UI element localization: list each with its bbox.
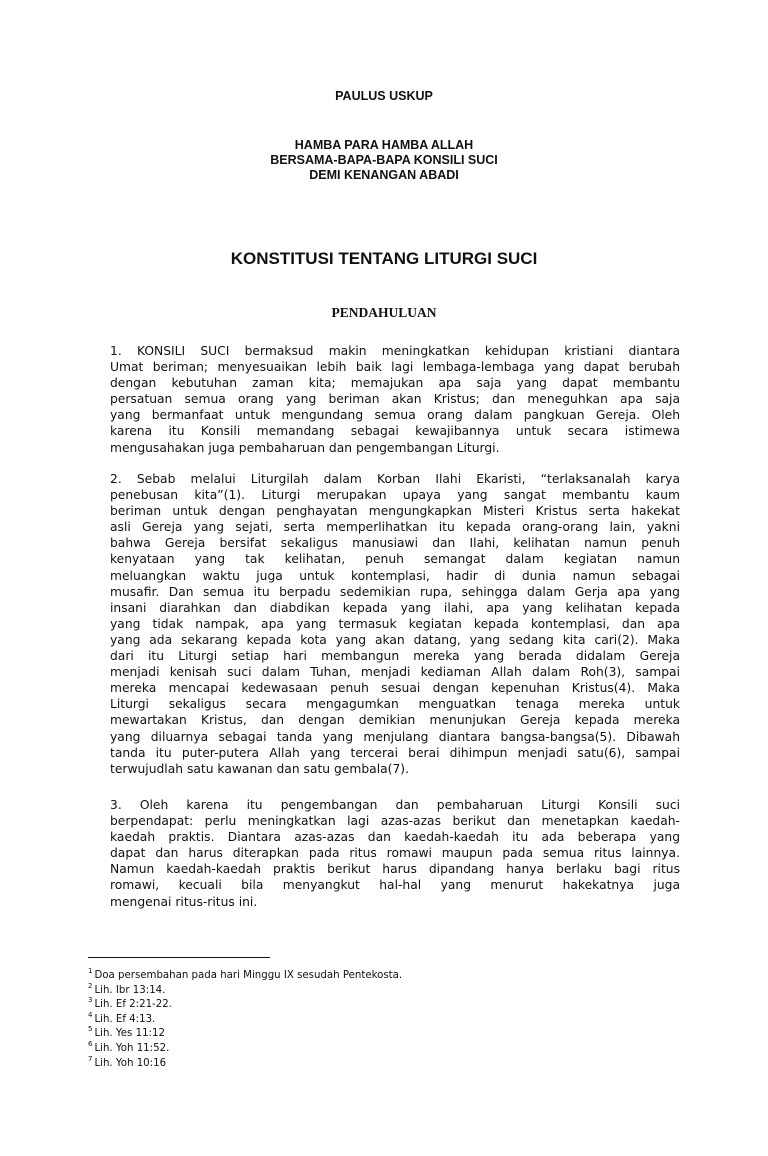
footnote-text: Lih. Yes 11:12 bbox=[94, 1028, 165, 1040]
footnote-text: Lih. Yoh 10:16 bbox=[94, 1057, 167, 1069]
salutation-line-2: BERSAMA-BAPA-BAPA KONSILI SUCI bbox=[270, 153, 498, 167]
footnote-number: 6 bbox=[88, 1040, 93, 1048]
footnote-item bbox=[88, 1052, 688, 1072]
paragraph-line: yang ada sekarang kepada kota yang akan datang, yang sedang kita cari(2). Maka bbox=[110, 632, 680, 647]
footnote-number: 2 bbox=[88, 981, 93, 990]
footnote-text: Lih. Yoh 11:52. bbox=[94, 1043, 170, 1054]
paragraph-line: meluangkan waktu juga untuk kontemplasi, hadir di dunia namun sebagai bbox=[110, 568, 680, 583]
paragraph-line: beriman untuk dengan penghayatan mengungkapkan Misteri Kristus serta hakekat bbox=[110, 504, 680, 519]
paragraph-line: karena itu Konsili memandang sebagai kewajibannya untuk secara istimewa bbox=[110, 424, 680, 439]
paragraph-line: berpendapat: perlu meningkatkan lagi azas-azas berikut dan menetapkan kaedah- bbox=[110, 814, 680, 829]
footnote-number: 5 bbox=[88, 1025, 93, 1034]
paragraph-line: dengan kebutuhan zaman kita; memajukan apa saja yang dapat membantu bbox=[110, 376, 680, 391]
paragraph-line: yang tidak nampak, apa yang termasuk kegiatan kepada kontemplasi, dan apa bbox=[110, 616, 680, 631]
paragraph-line: musafir. Dan semua itu berpadu sedemikian rupa, sehingga dalam Gerja apa yang bbox=[110, 584, 680, 599]
paragraph-line: Namun kaedah-kaedah praktis berikut harus dipandang hanya berlaku bagi ritus bbox=[110, 862, 680, 877]
paragraph-line: persatuan semua orang yang beriman akan Kristus; dan meneguhkan apa saja bbox=[110, 392, 680, 407]
paragraph-line: insani diarahkan dan diabdikan kepada yang ilahi, apa yang kelihatan kepada bbox=[110, 600, 680, 615]
paragraph-line: mewartakan Kristus, dan dengan demikian menunjukan Gereja kepada mereka bbox=[110, 713, 680, 728]
paragraph-3 bbox=[110, 797, 680, 910]
document-title: KONSTITUSI TENTANG LITURGI SUCI bbox=[230, 249, 538, 268]
paragraph-line: romawi, kecuali bila menyangkut hal-hal yang menurut hakekatnya juga bbox=[110, 878, 680, 893]
paragraph-line: bahwa Gereja bersifat sekaligus manusiawi dan Ilahi, kelihatan namun penuh bbox=[110, 536, 680, 551]
footnote-number: 1 bbox=[88, 967, 93, 975]
paragraph-line: 1. KONSILI SUCI bermaksud makin meningkatkan kehidupan kristiani diantara bbox=[110, 344, 680, 358]
footnote-text: Doa persembahan pada hari Minggu IX sesudah Pentekosta. bbox=[94, 970, 403, 981]
author-line: PAULUS USKUP bbox=[335, 89, 433, 103]
paragraph-line: menjadi kenisah suci dalam Tuhan, menjadi kediaman Allah dalam Roh(3), sampai bbox=[110, 665, 680, 680]
paragraph-line: asli Gereja yang sejati, serta memperlihatkan itu kepada orang-orang lain, yakni bbox=[110, 520, 680, 535]
paragraph-line: Umat beriman; menyesuaikan lebih baik lagi lembaga-lembaga yang dapat berubah bbox=[110, 360, 680, 375]
paragraph-1 bbox=[110, 343, 680, 456]
paragraph-line: yang diluarnya sebagai tanda yang menjulang diantara bangsa-bangsa(5). Dibawah bbox=[110, 729, 680, 744]
footnote-number: 3 bbox=[88, 996, 93, 1005]
footnote-text: Lih. Ef 4:13. bbox=[94, 1013, 156, 1025]
paragraph-line: mereka mencapai kedewasaan penuh sesuai dengan kepenuhan Kristus(4). Maka bbox=[110, 681, 680, 696]
paragraph-line: 2. Sebab melalui Liturgilah dalam Korban Ilahi Ekaristi, “terlaksanalah karya bbox=[110, 472, 680, 486]
footnote-text: Lih. Ibr 13:14. bbox=[94, 984, 166, 996]
paragraph-2 bbox=[110, 471, 680, 777]
footnote-number: 4 bbox=[88, 1010, 93, 1019]
salutation-line-3: DEMI KENANGAN ABADI bbox=[309, 168, 459, 182]
footnote-divider bbox=[88, 957, 270, 958]
paragraph-line: kaedah praktis. Diantara azas-azas dan kaedah-kaedah itu ada beberapa yang bbox=[110, 830, 680, 845]
paragraph-line: tanda itu puter-putera Allah yang tercerai berai dihimpun menjadi satu(6), sampai bbox=[110, 745, 680, 760]
section-heading: PENDAHULUAN bbox=[331, 305, 437, 320]
paragraph-line: Liturgi sekaligus secara mengagumkan menguatkan tenaga mereka untuk bbox=[110, 697, 680, 712]
paragraph-line: yang bermanfaat untuk mengundang semua orang dalam pangkuan Gereja. Oleh bbox=[110, 408, 680, 423]
paragraph-line: dari itu Liturgi setiap hari membangun mereka yang berada didalam Gereja bbox=[110, 649, 680, 664]
paragraph-line: kenyataan yang tak kelihatan, penuh semangat dalam kegiatan namun bbox=[110, 552, 680, 567]
paragraph-line: mengusahakan juga pembaharuan dan pengembangan Liturgi. bbox=[110, 440, 500, 455]
footnote-text: Lih. Ef 2:21-22. bbox=[94, 999, 172, 1011]
paragraph-line: terwujudlah satu kawanan dan satu gembala(7). bbox=[110, 761, 409, 776]
paragraph-line: dapat dan harus diterapkan pada ritus romawi maupun pada semua ritus lainnya. bbox=[110, 846, 680, 861]
salutation-line-1: HAMBA PARA HAMBA ALLAH bbox=[294, 138, 474, 152]
paragraph-line: mengenai ritus-ritus ini. bbox=[110, 894, 258, 909]
footnote-number: 7 bbox=[88, 1054, 93, 1063]
paragraph-line: 3. Oleh karena itu pengembangan dan pembaharuan Liturgi Konsili suci bbox=[110, 798, 680, 812]
paragraph-line: penebusan kita”(1). Liturgi merupakan upaya yang sangat membantu kaum bbox=[110, 488, 680, 503]
